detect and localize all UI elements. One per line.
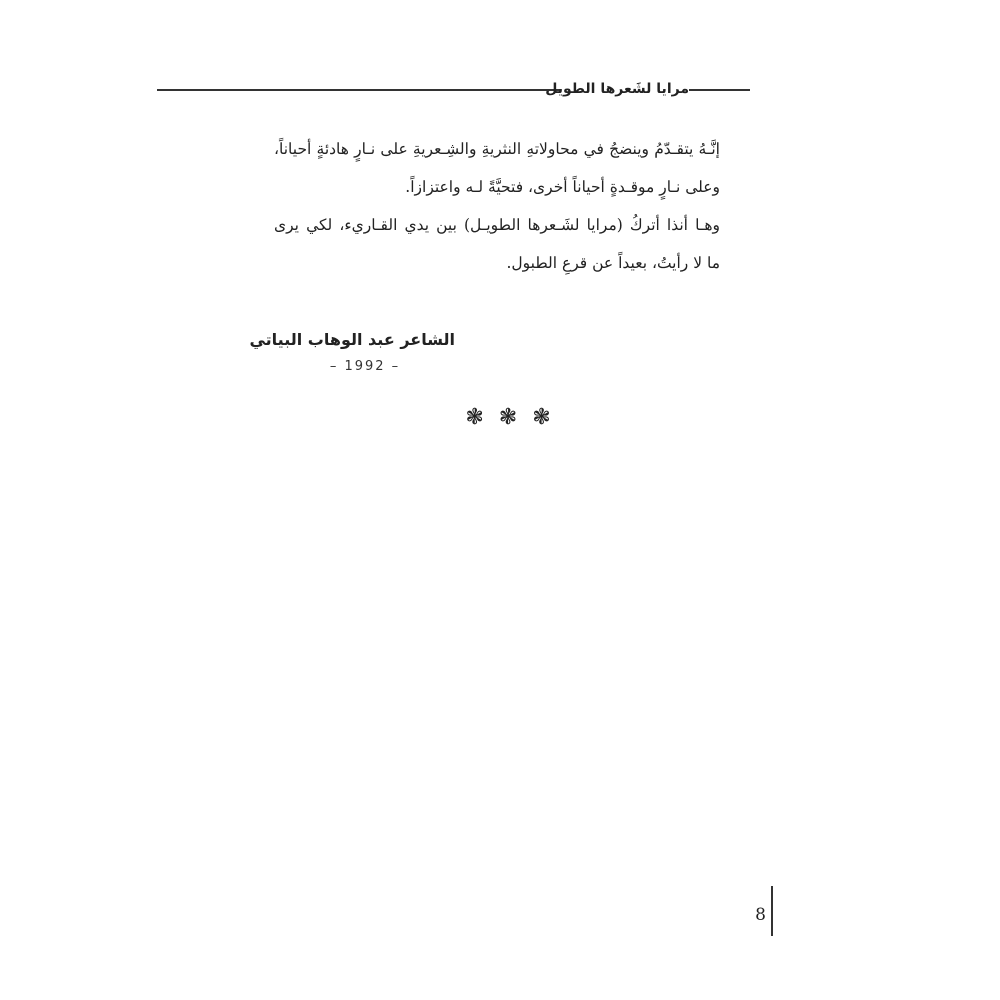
body-line: وعلى نـارٍ موقـدةٍ أحياناً أخرى، فتحيَّةً لـه واعتزازاً. bbox=[405, 178, 720, 196]
body-paragraph bbox=[274, 130, 720, 282]
body-line: إنَّـهُ يتقـدّمُ وينضجُ في محاولاتهِ النثريةِ والشِـعريةِ على نـارٍ هادئةٍ أحياناً، bbox=[274, 140, 720, 158]
page-number-rule bbox=[771, 886, 773, 936]
page-number: 8 bbox=[755, 905, 766, 925]
header-rule-right bbox=[689, 89, 750, 91]
running-title: مرايا لشَعرها الطويل bbox=[545, 81, 689, 97]
body-line: وهـا أنذا أتركُ (مرايا لشَـعرها الطويـل) بين يدي القـاريء، لكي يرى bbox=[274, 216, 720, 234]
header-rule-left bbox=[157, 89, 560, 91]
author-signature: الشاعر عبد الوهاب البياتي bbox=[249, 330, 455, 349]
signature-year: – 1992 – bbox=[329, 359, 401, 374]
body-line: ما لا رأيتُ، بعيداً عن قرعِ الطبول. bbox=[506, 254, 720, 272]
section-separator: ❃ ❃ ❃ bbox=[465, 405, 555, 430]
